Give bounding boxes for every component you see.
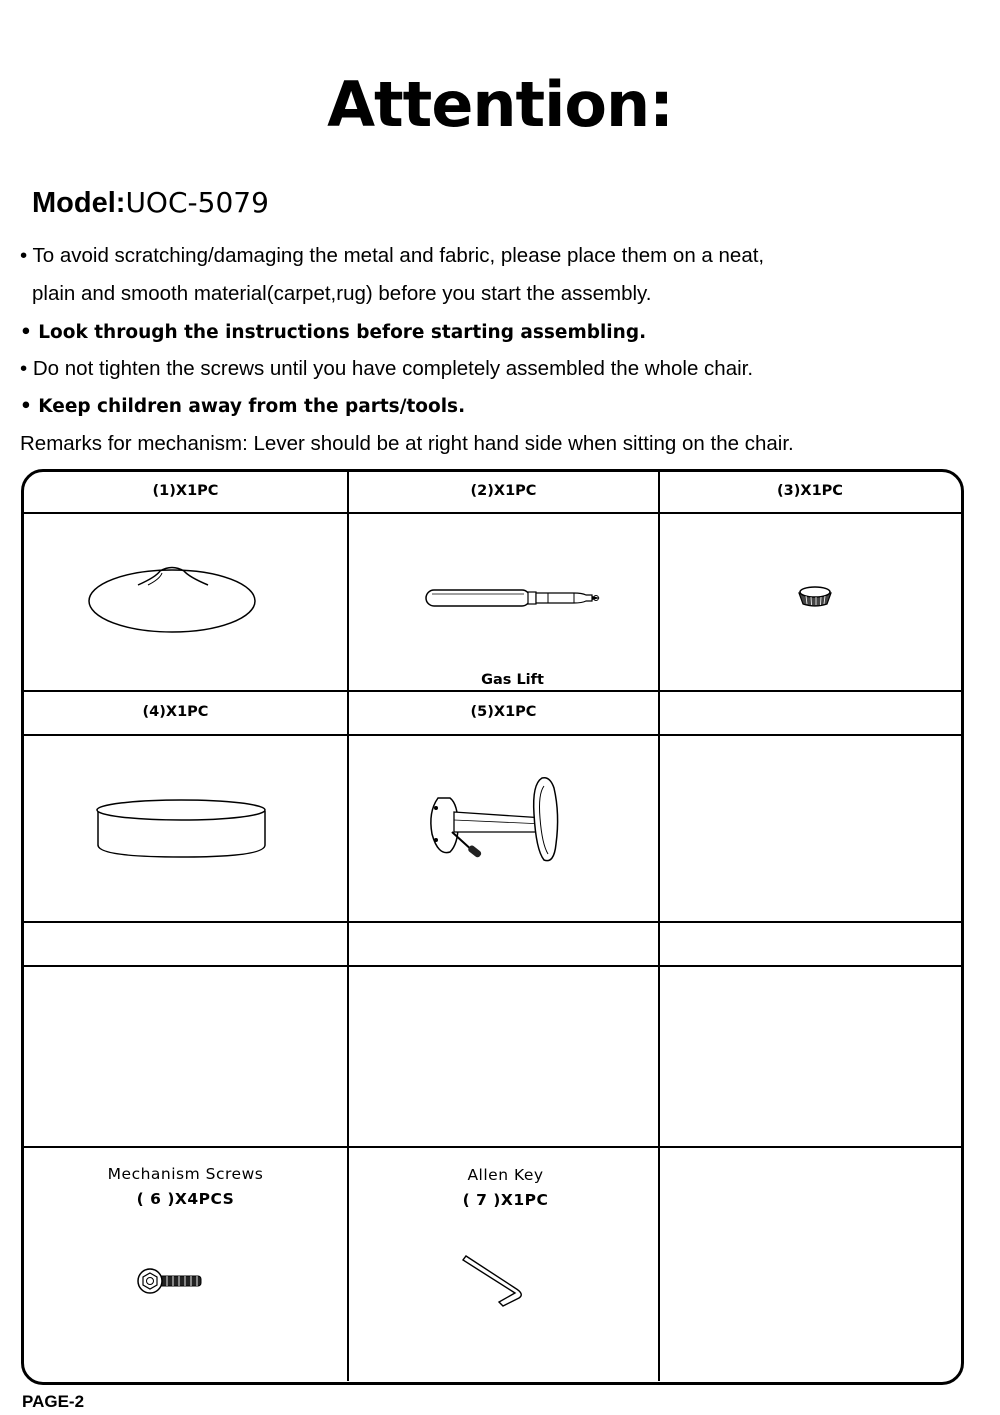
base-disc-icon <box>86 563 261 635</box>
mechanism-remarks: Remarks for mechanism: Lever should be at right hand side when sitting on the chair. <box>20 432 794 455</box>
instruction-1: • To avoid scratching/damaging the metal and fabric, please place them on a neat, <box>20 244 765 267</box>
part-7-label: ( 7 )X1PC <box>462 1191 549 1209</box>
gas-lift-icon <box>424 586 604 610</box>
model-label: Model: <box>32 187 126 219</box>
table-divider <box>21 512 961 514</box>
table-divider <box>21 734 961 736</box>
instruction-1-continued: plain and smooth material(carpet,rug) before you start the assembly. <box>32 282 652 305</box>
part-6-name: Mechanism Screws <box>107 1165 264 1183</box>
allen-key-icon <box>463 1250 531 1310</box>
part-2-label: (2)X1PC <box>470 483 537 499</box>
page-number: PAGE-2 <box>22 1392 85 1411</box>
screw-icon <box>137 1267 205 1295</box>
instruction-4: • Keep children away from the parts/tools. <box>20 396 466 417</box>
part-5-label: (5)X1PC <box>470 704 537 720</box>
table-column-divider <box>658 471 660 1381</box>
page-title: Attention: <box>327 68 673 141</box>
table-divider <box>21 921 961 923</box>
part-6-label: ( 6 )X4PCS <box>136 1190 235 1208</box>
table-column-divider <box>347 471 349 1381</box>
table-divider <box>21 965 961 967</box>
instruction-2: • Look through the instructions before starting assembling. <box>20 322 647 343</box>
part-2-name: Gas Lift <box>481 672 544 688</box>
seat-cushion-icon <box>95 797 270 860</box>
mechanism-icon <box>424 774 564 866</box>
model-line <box>32 186 269 220</box>
table-divider <box>21 1146 961 1148</box>
table-divider <box>21 690 961 692</box>
cap-icon <box>797 585 833 607</box>
part-4-label: (4)X1PC <box>142 704 209 720</box>
part-1-label: (1)X1PC <box>152 483 219 499</box>
part-7-name: Allen Key <box>467 1166 544 1184</box>
instruction-3: • Do not tighten the screws until you have completely assembled the whole chair. <box>20 357 754 380</box>
part-3-label: (3)X1PC <box>777 483 843 499</box>
model-number: UOC-5079 <box>125 186 269 219</box>
